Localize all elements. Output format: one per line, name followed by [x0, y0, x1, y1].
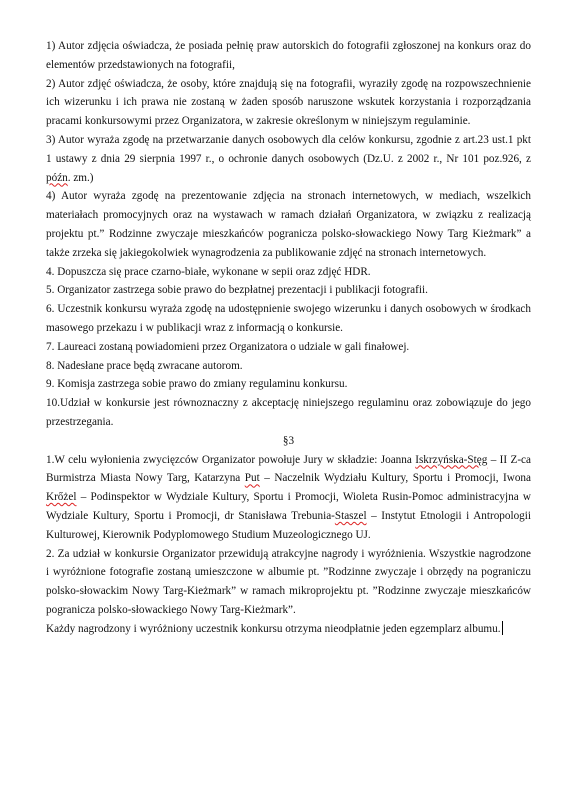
- text-run: 9. Komisja zastrzega sobie prawo do zmiany regulaminu konkursu.: [46, 378, 348, 391]
- jury-and-prizes-section: [46, 451, 531, 639]
- paragraph: [46, 37, 531, 75]
- paragraph: [46, 281, 531, 300]
- paragraph: [46, 545, 531, 620]
- text-run: 6. Uczestnik konkursu wyraża zgodę na udostępnienie swojego wizerunku i danych osobowych w środkach masowego przekazu i w publikacji wraz z informacją o konkursie.: [46, 303, 531, 334]
- paragraph: [46, 375, 531, 394]
- paragraph: [46, 451, 531, 545]
- text-run: 3) Autor wyraża zgodę na przetwarzanie danych osobowych dla celów konkursu, zgodnie z art.23 ust.1 pkt 1 ustawy z dnia 29 sierpnia 1997 r., o ochronie danych osobowych (Dz.U. z 2002 r., Nr 101 poz.926, z: [46, 133, 531, 165]
- paragraph: [46, 620, 531, 639]
- paragraph: [46, 131, 531, 187]
- paragraph: [46, 394, 531, 432]
- section-heading: §3: [282, 434, 295, 447]
- paragraph: [46, 263, 531, 282]
- text-run: – Podinspektor w Wydziale Kultury, Sportu i Promocji, Wioleta Rusin-Pomoc administracyjna w Wydziale Kultury, Sportu i Promocji, dr Stanisława Trebunia-: [46, 491, 531, 522]
- text-run: 1.W celu wyłonienia zwycięzców Organizator powołuje Jury w składzie: Joanna: [46, 453, 416, 466]
- text-run: 2) Autor zdjęć oświadcza, że osoby, które znajdują się na fotografii, wyraziły zgodę na rozpowszechnienie ich wizerunku i ich prawa nie zostaną w żaden sposób naruszone wskutek korzystania i rozporządzania pracami konkursowymi przez Organizatora, w zakresie określonym w niniejszym regulaminie.: [46, 77, 531, 128]
- text-run: 10.Udział w konkursie jest równoznaczny z akceptację niniejszego regulaminu oraz zobowiązuje do jego przestrzegania.: [46, 397, 531, 428]
- paragraph: [46, 300, 531, 338]
- paragraph: [46, 338, 531, 357]
- text-run: Każdy nagrodzony i wyróżniony uczestnik konkursu otrzyma nieodpłatnie jeden egzemplarz albumu.: [46, 622, 501, 635]
- paragraph: [46, 187, 531, 262]
- text-run: – Naczelnik Wydziału Kultury, Sportu i Promocji, Iwona: [259, 472, 531, 485]
- text-run: 1) Autor zdjęcia oświadcza, że posiada pełnię praw autorskich do fotografii zgłoszonej na konkurs oraz do elementów przedstawionych na fotografii,: [46, 40, 531, 71]
- text-run: 7. Laureaci zostaną powiadomieni przez Organizatora o udziale w gali finałowej.: [46, 340, 410, 353]
- document-page: [46, 37, 531, 639]
- text-run: 4. Dopuszcza się prace czarno-białe, wykonane w sepii oraz zdjęć HDR.: [46, 265, 371, 278]
- text-run: – Instytut Etnologii i Antropologii Kulturowej, Kierownik Podyplomowego Studium Muzeologicznego UJ.: [46, 509, 531, 541]
- text-run: 2. Za udział w konkursie Organizator przewidują atrakcyjne nagrody i wyróżnienia. Wszystkie nagrodzone i wyróżnione fotografie zostaną umieszczone w albumie pt. ”Rodzinne zwyczaje i obrzędy na pograniczu polsko-słowackim Nowy Targ-Kieżmark” w ramach mikroprojektu pt. ”Rodzinne zwyczaje mieszkańców pogranicza polsko-słowackiego Nowy Targ-Kieżmark”.: [46, 547, 531, 616]
- regulations-list: [46, 37, 531, 432]
- text-cursor: [502, 621, 503, 635]
- paragraph: [46, 75, 531, 131]
- spellcheck-flagged-word: Put: [244, 472, 260, 485]
- spellcheck-flagged-word: późn: [46, 171, 68, 184]
- spellcheck-flagged-word: Staszel: [334, 509, 367, 522]
- text-run: – II Z-ca Burmistrza Miasta Nowy Targ, Katarzyna: [46, 453, 531, 485]
- spellcheck-flagged-word: Iskrzyńska-Stęg: [415, 453, 488, 466]
- text-run: 8. Nadesłane prace będą zwracane autorom.: [46, 359, 243, 372]
- text-run: 5. Organizator zastrzega sobie prawo do bezpłatnej prezentacji i publikacji fotografii.: [46, 284, 428, 297]
- spellcheck-flagged-word: Krőżel: [46, 491, 77, 504]
- text-run: 4) Autor wyraża zgodę na prezentowanie zdjęcia na stronach internetowych, w mediach, wszelkich materiałach promocyjnych oraz na wystawach w ramach działań Organizatora, w związku z realizacją projektu pt.” Rodzinne zwyczaje mieszkańców pogranicza polsko-słowackiego Nowy Targ Kieżmark” a także zrzeka się jakiegokolwiek wynagrodzenia za publikowanie zdjęć na stronach internetowych.: [46, 190, 531, 259]
- text-run: . zm.): [67, 171, 94, 184]
- paragraph: [46, 357, 531, 376]
